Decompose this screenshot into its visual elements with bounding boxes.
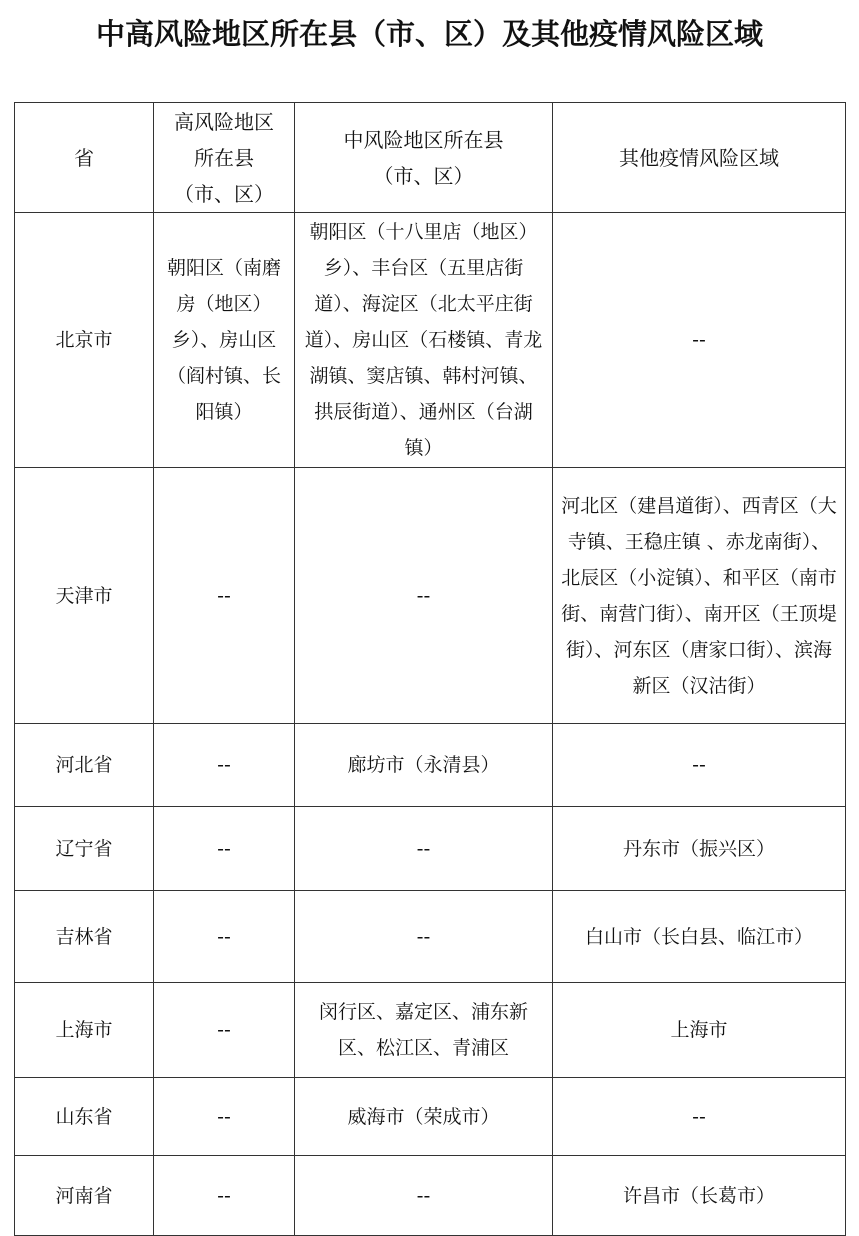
table-row <box>15 213 846 468</box>
medium-risk-cell: 闵行区、嘉定区、浦东新区、松江区、青浦区 <box>295 983 553 1078</box>
medium-risk-cell: -- <box>295 807 553 891</box>
header-other-risk: 其他疫情风险区域 <box>553 103 846 213</box>
province-cell: 辽宁省 <box>15 807 154 891</box>
medium-risk-cell: -- <box>295 1156 553 1236</box>
province-cell: 天津市 <box>15 468 154 724</box>
medium-risk-cell: -- <box>295 891 553 983</box>
table-header-row <box>15 103 846 213</box>
medium-risk-cell: 廊坊市（永清县） <box>295 724 553 807</box>
medium-risk-cell: -- <box>295 468 553 724</box>
high-risk-cell: -- <box>154 468 295 724</box>
high-risk-cell: -- <box>154 983 295 1078</box>
table-row <box>15 468 846 724</box>
province-cell: 山东省 <box>15 1078 154 1156</box>
document-title: 中高风险地区所在县（市、区）及其他疫情风险区域 <box>95 17 763 51</box>
table-row <box>15 891 846 983</box>
high-risk-cell: -- <box>154 724 295 807</box>
high-risk-cell: -- <box>154 1156 295 1236</box>
table-row <box>15 983 846 1078</box>
high-risk-cell: 朝阳区（南磨房（地区）乡）、房山区（阎村镇、长阳镇） <box>154 213 295 468</box>
medium-risk-cell: 威海市（荣成市） <box>295 1078 553 1156</box>
header-medium-risk: 中风险地区所在县（市、区） <box>295 103 553 213</box>
high-risk-cell: -- <box>154 1078 295 1156</box>
other-risk-cell: -- <box>553 213 846 468</box>
table-row <box>15 1078 846 1156</box>
other-risk-cell: 白山市（长白县、临江市） <box>553 891 846 983</box>
other-risk-cell: -- <box>553 1078 846 1156</box>
high-risk-cell: -- <box>154 891 295 983</box>
other-risk-cell: -- <box>553 724 846 807</box>
header-high-risk: 高风险地区所在县（市、区） <box>154 103 295 213</box>
table-row <box>15 807 846 891</box>
province-cell: 河北省 <box>15 724 154 807</box>
table-row <box>15 1156 846 1236</box>
medium-risk-cell: 朝阳区（十八里店（地区）乡）、丰台区（五里店街道）、海淀区（北太平庄街道）、房山区（石楼镇、青龙湖镇、窦店镇、韩村河镇、拱辰街道）、通州区（台湖镇） <box>295 213 553 468</box>
province-cell: 吉林省 <box>15 891 154 983</box>
province-cell: 河南省 <box>15 1156 154 1236</box>
other-risk-cell: 丹东市（振兴区） <box>553 807 846 891</box>
other-risk-cell: 上海市 <box>553 983 846 1078</box>
risk-area-table <box>14 102 846 1236</box>
province-cell: 北京市 <box>15 213 154 468</box>
other-risk-cell: 河北区（建昌道街）、西青区（大寺镇、王稳庄镇 、赤龙南街）、北辰区（小淀镇）、和平区（南市街、南营门街）、南开区（王顶堤街）、河东区（唐家口街）、滨海新区（汉沽街） <box>553 468 846 724</box>
other-risk-cell: 许昌市（长葛市） <box>553 1156 846 1236</box>
high-risk-cell: -- <box>154 807 295 891</box>
header-province: 省 <box>15 103 154 213</box>
province-cell: 上海市 <box>15 983 154 1078</box>
table-row <box>15 724 846 807</box>
